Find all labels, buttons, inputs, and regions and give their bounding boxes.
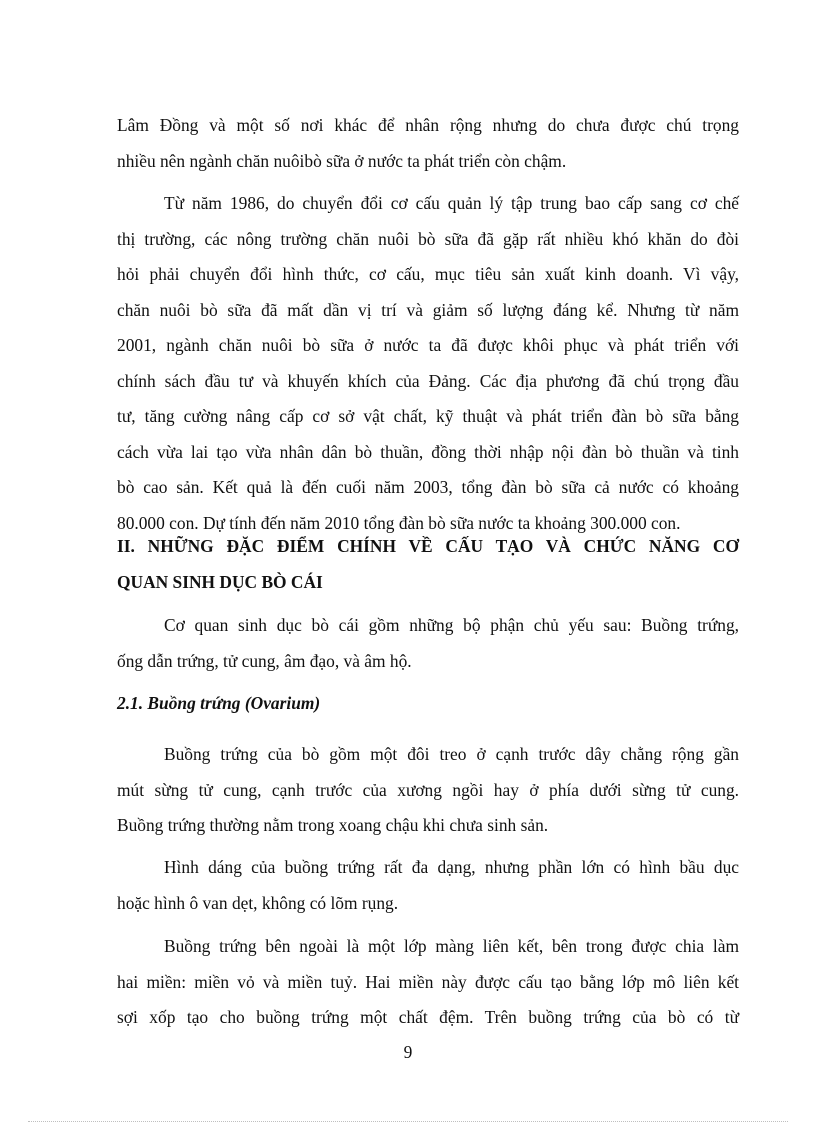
paragraph-history <box>117 186 739 541</box>
text-line: ống dẫn trứng, tử cung, âm đạo, và âm hộ. <box>117 650 412 671</box>
text-line: Buồng trứng thường nằm trong xoang chậu khi chưa sinh sản. <box>117 815 549 835</box>
text-line: 2001, ngành chăn nuôi bò sữa ở nước ta đã được khôi phục và phát triển với <box>117 335 739 355</box>
text-line: Lâm Đồng và một số nơi khác để nhân rộng nhưng do chưa được chú trọng <box>117 115 739 135</box>
text-line: mút sừng tử cung, cạnh trước của xương ngồi hay ở phía dưới sừng tử cung. <box>117 779 739 800</box>
text-line: thị trường, các nông trường chăn nuôi bò sữa đã gặp rất nhiều khó khăn do đòi <box>117 228 739 249</box>
text-line: Từ năm 1986, do chuyển đổi cơ cấu quản lý tập trung bao cấp sang cơ chế <box>164 193 739 213</box>
text-line: chính sách đầu tư và khuyến khích của Đảng. Các địa phương đã chú trọng đầu <box>117 370 739 391</box>
paragraph-ovary-structure <box>117 929 739 1036</box>
text-line: 80.000 con. Dự tính đến năm 2010 tổng đàn bò sữa nước ta khoảng 300.000 con. <box>117 512 681 533</box>
text-line: Cơ quan sinh dục bò cái gồm những bộ phận chủ yếu sau: Buồng trứng, <box>164 615 739 635</box>
text-line: sợi xốp tạo cho buồng trứng một chất đệm. Trên buồng trứng của bò có từ <box>117 1007 739 1027</box>
text-line: hoặc hình ô van dẹt, không có lõm rụng. <box>117 892 399 913</box>
text-line: Buồng trứng của bò gồm một đôi treo ở cạnh trước dây chằng rộng gần <box>164 744 739 764</box>
paragraph-organs <box>117 608 739 679</box>
paragraph-ovary-shape <box>117 850 739 921</box>
subsection-heading <box>117 686 739 722</box>
heading-line: QUAN SINH DỤC BÒ CÁI <box>117 571 323 592</box>
text-line: bò cao sản. Kết quả là đến cuối năm 2003, tổng đàn bò sữa cả nước có khoảng <box>117 477 739 497</box>
text-line: tư, tăng cường nâng cấp cơ sở vật chất, kỹ thuật và phát triển đàn bò sữa bằng <box>117 406 739 426</box>
paragraph-continuation <box>117 108 739 179</box>
text-line: hỏi phải chuyển đổi hình thức, cơ cấu, mục tiêu sản xuất kinh doanh. Vì vậy, <box>117 264 739 284</box>
heading-line: II. NHỮNG ĐẶC ĐIỂM CHÍNH VỀ CẤU TẠO VÀ CHỨC NĂNG CƠ <box>117 536 739 556</box>
footer-divider <box>28 1121 788 1122</box>
text-line: Buồng trứng bên ngoài là một lớp màng liên kết, bên trong được chia làm <box>164 936 739 956</box>
text-line: hai miền: miền vỏ và miền tuỷ. Hai miền này được cấu tạo bằng lớp mô liên kết <box>117 971 739 992</box>
text-line: cách vừa lai tạo vừa nhân dân bò thuần, đồng thời nhập nội đàn bò thuần và tinh <box>117 441 739 462</box>
text-line: chăn nuôi bò sữa đã mất dần vị trí và giảm số lượng đáng kể. Nhưng từ năm <box>117 299 739 320</box>
section-heading <box>117 529 739 600</box>
subheading-line: 2.1. Buồng trứng (Ovarium) <box>117 693 321 713</box>
page-number: 9 <box>403 1042 413 1062</box>
paragraph-ovary-position <box>117 737 739 844</box>
text-line: nhiều nên ngành chăn nuôibò sữa ở nước ta phát triển còn chậm. <box>117 150 567 171</box>
text-line: Hình dáng của buồng trứng rất đa dạng, nhưng phần lớn có hình bầu dục <box>164 857 739 877</box>
